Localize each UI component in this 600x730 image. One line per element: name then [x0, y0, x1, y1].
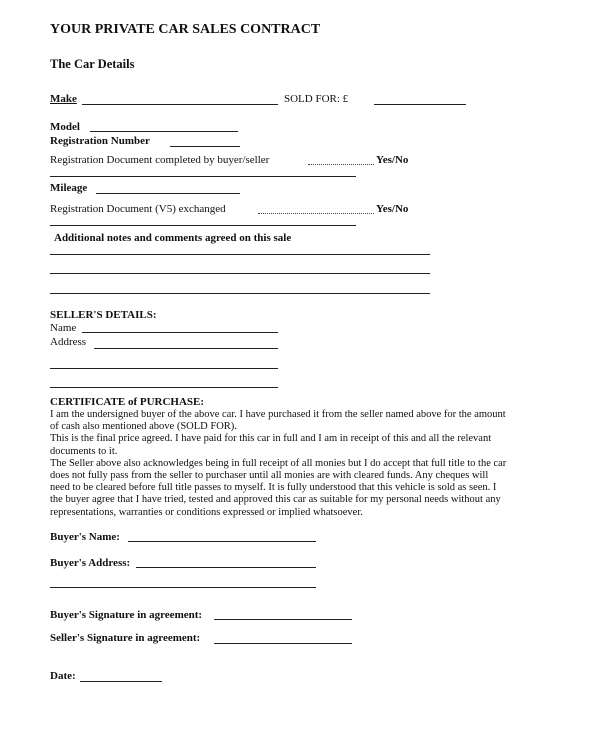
certificate-heading: CERTIFICATE of PURCHASE:: [50, 396, 205, 408]
buyer-signature-field[interactable]: [214, 619, 352, 620]
seller-name-label: Name: [50, 322, 77, 334]
make-label: Make: [50, 93, 77, 105]
notes-line-1[interactable]: [50, 254, 430, 255]
registration-number-label: Registration Number: [50, 135, 150, 147]
certificate-line: I am the undersigned buyer of the above car. I have purchased it from the seller named above for the amount: [50, 409, 506, 420]
yes-no-completed[interactable]: Yes/No: [376, 154, 409, 166]
buyer-name-field[interactable]: [128, 541, 316, 542]
certificate-line: documents to it.: [50, 445, 118, 457]
mileage-label: Mileage: [50, 182, 88, 194]
reg-doc-completed-label: Registration Document completed by buyer/seller: [50, 154, 270, 166]
reg-doc-completed-dots[interactable]: [308, 164, 374, 165]
model-label: Model: [50, 121, 80, 133]
seller-address-label: Address: [50, 336, 87, 348]
seller-signature-field[interactable]: [214, 643, 352, 644]
certificate-line: does not fully pass from the seller to purchaser until all monies are with cleared funds. Any cheques will: [50, 470, 489, 482]
certificate-text: [50, 409, 565, 519]
additional-notes-label: Additional notes and comments agreed on this sale: [54, 232, 292, 244]
model-field[interactable]: [90, 131, 238, 132]
buyer-address-field-2[interactable]: [50, 587, 316, 588]
seller-details-heading: SELLER'S DETAILS:: [50, 309, 157, 321]
certificate-line: of cash also mentioned above (SOLD FOR).: [50, 421, 237, 433]
certificate-line: This is the final price agreed. I have paid for this car in full and I am in receipt of this and all the relevant: [50, 433, 492, 445]
seller-name-field[interactable]: [82, 332, 278, 333]
certificate-line: The Seller above also acknowledges being in full receipt of all monies but I do accept that full title to the car: [50, 457, 507, 469]
certificate-line: the buyer agree that I have tried, tested and approved this car as suitable for my personal needs without any: [50, 494, 501, 506]
reg-doc-exchanged-dots[interactable]: [258, 213, 374, 214]
date-label: Date:: [50, 670, 76, 682]
yes-no-exchanged[interactable]: Yes/No: [376, 203, 409, 215]
seller-address-field-1[interactable]: [94, 348, 278, 349]
sold-for-field[interactable]: [374, 104, 466, 105]
seller-address-field-2[interactable]: [50, 368, 278, 369]
notes-line-2[interactable]: [50, 273, 430, 274]
reg-doc-exchanged-line[interactable]: [50, 225, 356, 226]
buyer-signature-label: Buyer's Signature in agreement:: [50, 609, 203, 621]
sold-for-label: SOLD FOR: £: [284, 93, 349, 105]
notes-line-3[interactable]: [50, 293, 430, 294]
buyer-address-label: Buyer's Address:: [50, 557, 131, 569]
certificate-line: need to be cleared before full title passes to myself. It is fully understood that this vehicle is sold as seen. I: [50, 482, 497, 494]
date-field[interactable]: [80, 681, 162, 682]
certificate-line: representations, warranties or conditions expressed or implied whatsoever.: [50, 506, 363, 518]
reg-doc-completed-line[interactable]: [50, 176, 356, 177]
buyer-address-field-1[interactable]: [136, 567, 316, 568]
seller-address-field-3[interactable]: [50, 387, 278, 388]
registration-number-field[interactable]: [170, 146, 240, 147]
car-details-heading: The Car Details: [50, 57, 135, 71]
page-title: YOUR PRIVATE CAR SALES CONTRACT: [50, 22, 321, 37]
mileage-field[interactable]: [96, 193, 240, 194]
buyer-name-label: Buyer's Name:: [50, 531, 120, 543]
make-field[interactable]: [82, 104, 278, 105]
reg-doc-exchanged-label: Registration Document (V5) exchanged: [50, 203, 226, 215]
seller-signature-label: Seller's Signature in agreement:: [50, 632, 201, 644]
